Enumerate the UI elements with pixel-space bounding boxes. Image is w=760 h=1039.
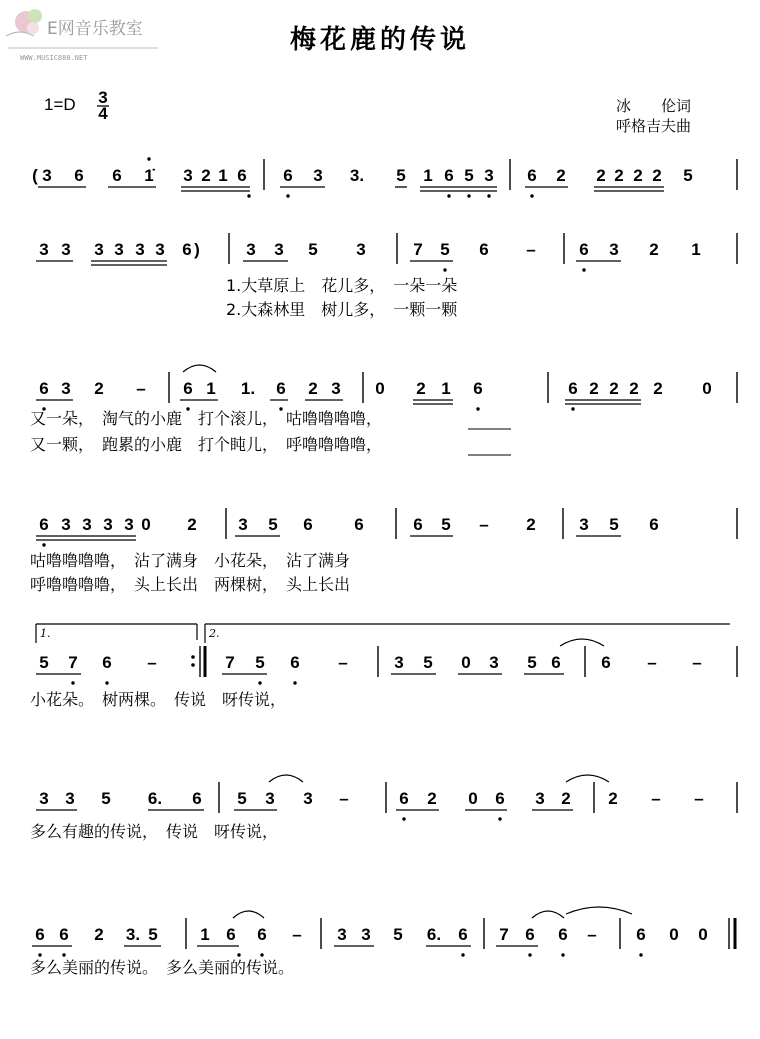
note: 2 — [561, 789, 571, 808]
note: – — [338, 653, 348, 672]
note: 3 — [39, 789, 49, 808]
note: 5 — [255, 653, 265, 672]
octave-dot — [293, 681, 296, 684]
time-bottom: 4 — [98, 104, 108, 123]
note: 2 — [649, 240, 659, 259]
note: 6 — [473, 379, 483, 398]
lyric-line: 2.大森林里 树儿多， 一颗一颗 — [226, 300, 458, 319]
note: 3 — [94, 240, 104, 259]
note: 2 — [94, 925, 104, 944]
note: 2 — [653, 379, 663, 398]
note: 3 — [337, 925, 347, 944]
note: 5 — [237, 789, 247, 808]
note: 3 — [579, 515, 589, 534]
octave-dot — [286, 194, 289, 197]
note: 2 — [201, 166, 211, 185]
lyric-line: 又一朵， 淘气的小鹿 打个滚儿， 咕噜噜噜噜， — [30, 409, 383, 428]
note: 6 — [182, 240, 192, 259]
note: 1 — [200, 925, 210, 944]
octave-dot — [247, 194, 250, 197]
note: 6. — [426, 925, 442, 944]
watermark-url: WWW.MUSIC888.NET — [20, 54, 88, 62]
note: 6 — [551, 653, 561, 672]
note: 6 — [192, 789, 202, 808]
key-tonic: 1=D — [44, 95, 76, 114]
octave-dot — [487, 194, 490, 197]
note: 3 — [155, 240, 165, 259]
note: 5 — [148, 925, 158, 944]
tie-arc — [233, 911, 264, 918]
note: 3 — [65, 789, 75, 808]
note: – — [136, 379, 146, 398]
octave-dot — [71, 681, 74, 684]
note: 7 — [68, 653, 78, 672]
note: 6 — [601, 653, 611, 672]
octave-dot — [571, 407, 574, 410]
note: 6 — [39, 515, 49, 534]
note: 7 — [225, 653, 235, 672]
octave-dot — [582, 268, 585, 271]
lyric-line: 多么有趣的传说， 传说 呀传说， — [30, 822, 279, 841]
note: 3 — [484, 166, 494, 185]
note: 5 — [393, 925, 403, 944]
note: 2 — [416, 379, 426, 398]
octave-dot — [260, 953, 263, 956]
flower-logo-icon — [6, 9, 42, 36]
note: 6 — [636, 925, 646, 944]
note: 1 — [691, 240, 701, 259]
volta-1-label: 1. — [40, 627, 51, 640]
note: 6 — [579, 240, 589, 259]
note: 5 — [440, 240, 450, 259]
note: 6 — [237, 166, 247, 185]
octave-dot — [237, 953, 240, 956]
tie-arc — [566, 907, 632, 914]
note: 6 — [495, 789, 505, 808]
note: 3 — [61, 515, 71, 534]
note: 6 — [276, 379, 286, 398]
note: – — [339, 789, 349, 808]
note: 3 — [609, 240, 619, 259]
note: 6 — [527, 166, 537, 185]
note: 3 — [124, 515, 134, 534]
note: 2 — [187, 515, 197, 534]
composer: 呼格吉夫曲 — [616, 117, 692, 135]
octave-dot — [467, 194, 470, 197]
octave-dot — [147, 157, 150, 160]
note: 6 — [283, 166, 293, 185]
note: 0 — [698, 925, 708, 944]
tie-arc — [269, 775, 303, 782]
tie-arc — [532, 911, 564, 918]
lyric-line: 小花朵。 树两棵。 传说 呀传说， — [30, 690, 287, 709]
paren: ) — [194, 240, 200, 259]
octave-dot — [561, 953, 564, 956]
note: 5 — [39, 653, 49, 672]
octave-dot — [476, 407, 479, 410]
note: 6 — [444, 166, 454, 185]
octave-dot — [105, 681, 108, 684]
note: 3 — [246, 240, 256, 259]
note: 5 — [396, 166, 406, 185]
octave-dot — [498, 817, 501, 820]
note: 0 — [669, 925, 679, 944]
note: 3 — [361, 925, 371, 944]
note: 1 — [218, 166, 228, 185]
note: – — [694, 789, 704, 808]
note: 6 — [413, 515, 423, 534]
note: 3 — [114, 240, 124, 259]
note: 2 — [633, 166, 643, 185]
octave-dot — [62, 953, 65, 956]
note: – — [292, 925, 302, 944]
note: 3 — [61, 379, 71, 398]
note: 5 — [423, 653, 433, 672]
note: 2 — [596, 166, 606, 185]
octave-dot — [42, 543, 45, 546]
tie-arc — [566, 775, 609, 782]
note: 6. — [147, 789, 163, 808]
key-signature — [44, 88, 109, 123]
octave-dot — [528, 953, 531, 956]
note: 3 — [135, 240, 145, 259]
note: 1. — [240, 379, 256, 398]
note: 7 — [499, 925, 509, 944]
octave-dot — [639, 953, 642, 956]
note: 6 — [226, 925, 236, 944]
note: – — [647, 653, 657, 672]
note: 2 — [652, 166, 662, 185]
note: 5 — [308, 240, 318, 259]
note: 1 — [441, 379, 451, 398]
note: 6 — [399, 789, 409, 808]
time-top: 3 — [98, 88, 108, 107]
note: 3 — [61, 240, 71, 259]
note: 6 — [354, 515, 364, 534]
note: 2 — [609, 379, 619, 398]
note: 3 — [265, 789, 275, 808]
note: 2 — [614, 166, 624, 185]
note: 6 — [102, 653, 112, 672]
note: 6 — [649, 515, 659, 534]
note: 3. — [349, 166, 365, 185]
note: 6 — [59, 925, 69, 944]
note: 6 — [458, 925, 468, 944]
note: 2 — [629, 379, 639, 398]
note: – — [587, 925, 597, 944]
note: 3 — [394, 653, 404, 672]
note: 1̇ — [144, 166, 154, 185]
note: 2 — [608, 789, 618, 808]
octave-dot — [402, 817, 405, 820]
tie-arc — [560, 639, 604, 646]
lyric-line: 多么美丽的传说。 多么美丽的传说。 — [30, 958, 295, 977]
note: 1 — [423, 166, 433, 185]
note: – — [147, 653, 157, 672]
octave-dot — [447, 194, 450, 197]
song-title: 梅花鹿的传说 — [289, 25, 471, 55]
note: 2 — [556, 166, 566, 185]
note: 5 — [268, 515, 278, 534]
repeat-dot — [191, 655, 195, 659]
tie-arc — [183, 365, 216, 372]
note: 0 — [141, 515, 151, 534]
note: 3 — [331, 379, 341, 398]
note: 6 — [74, 166, 84, 185]
note: 2 — [526, 515, 536, 534]
note: 3 — [313, 166, 323, 185]
note: 6 — [290, 653, 300, 672]
note: 2 — [308, 379, 318, 398]
note: 5 — [609, 515, 619, 534]
octave-dot — [258, 681, 261, 684]
note: 6 — [39, 379, 49, 398]
note: 6 — [183, 379, 193, 398]
note: 0 — [375, 379, 385, 398]
note: 3 — [356, 240, 366, 259]
note: 0 — [461, 653, 471, 672]
note: – — [651, 789, 661, 808]
note: – — [692, 653, 702, 672]
note: 3 — [103, 515, 113, 534]
lyric-line: 咕噜噜噜噜， 沾了满身 小花朵， 沾了满身 — [30, 551, 351, 570]
octave-dot — [443, 268, 446, 271]
note: 1 — [206, 379, 216, 398]
note: 2 — [427, 789, 437, 808]
note: 7 — [413, 240, 423, 259]
note: 6 — [525, 925, 535, 944]
note: 3 — [82, 515, 92, 534]
lyric-line: 呼噜噜噜噜， 头上长出 两棵树， 头上长出 — [30, 575, 351, 594]
note: 5 — [683, 166, 693, 185]
note: 5 — [101, 789, 111, 808]
note: 3 — [42, 166, 52, 185]
note: 6 — [303, 515, 313, 534]
octave-dot — [461, 953, 464, 956]
note: – — [526, 240, 536, 259]
notation — [30, 157, 737, 977]
volta-2-label: 2. — [209, 627, 220, 640]
note: 5 — [464, 166, 474, 185]
note: 3. — [125, 925, 141, 944]
note: 3 — [39, 240, 49, 259]
note: 3 — [303, 789, 313, 808]
note: 6 — [558, 925, 568, 944]
octave-dot — [530, 194, 533, 197]
note: 5 — [527, 653, 537, 672]
note: 3 — [238, 515, 248, 534]
note: 5 — [441, 515, 451, 534]
note: 0 — [468, 789, 478, 808]
note: 6 — [568, 379, 578, 398]
site-watermark — [6, 9, 158, 62]
octave-dot — [38, 953, 41, 956]
watermark-name: E网音乐教室 — [47, 19, 143, 39]
note: 3 — [535, 789, 545, 808]
note: 6 — [112, 166, 122, 185]
paren: ( — [32, 166, 38, 185]
repeat-dot — [191, 663, 195, 667]
lyricist: 冰 伦词 — [616, 97, 692, 115]
note: 0 — [702, 379, 712, 398]
note: 6 — [479, 240, 489, 259]
note: 3 — [274, 240, 284, 259]
note: 2 — [589, 379, 599, 398]
note: – — [479, 515, 489, 534]
lyric-line: 又一颗， 跑累的小鹿 打个盹儿， 呼噜噜噜噜， — [30, 435, 383, 454]
note: 2 — [94, 379, 104, 398]
lyric-line: 1.大草原上 花儿多， 一朵一朵 — [226, 276, 458, 295]
note: 6 — [35, 925, 45, 944]
note: 6 — [257, 925, 267, 944]
note: 3 — [183, 166, 193, 185]
note: 3 — [489, 653, 499, 672]
